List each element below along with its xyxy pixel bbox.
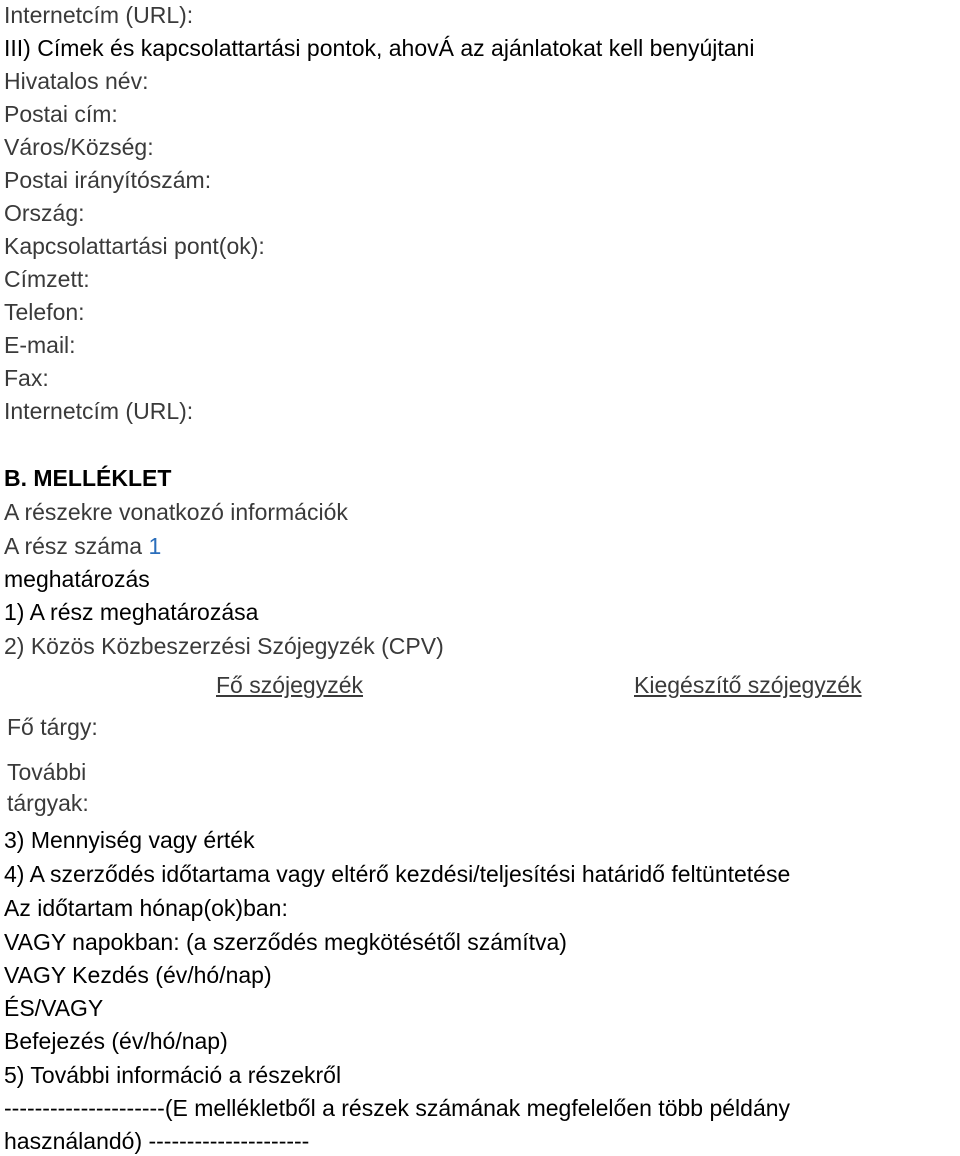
cpv-row-additional-line1: További — [7, 759, 87, 785]
field-postal-address: Postai cím: — [4, 101, 118, 127]
internet-url-label-top: Internetcím (URL): — [4, 2, 194, 28]
field-attention: Címzett: — [4, 266, 90, 292]
cpv-row-additional-line2: tárgyak: — [7, 790, 89, 816]
item-5-additional-info: 5) További információ a részekről — [4, 1062, 342, 1088]
field-contact-points: Kapcsolattartási pont(ok): — [4, 233, 265, 259]
and-or: ÉS/VAGY — [4, 995, 104, 1021]
field-official-name: Hivatalos név: — [4, 68, 149, 94]
field-town: Város/Község: — [4, 134, 154, 160]
duration-months: Az időtartam hónap(ok)ban: — [4, 895, 288, 921]
annex-b-subtitle: A részekre vonatkozó információk — [4, 499, 348, 525]
field-fax: Fax: — [4, 365, 49, 391]
item-1-definition: 1) A rész meghatározása — [4, 599, 259, 625]
field-postal-code: Postai irányítószám: — [4, 167, 212, 193]
annex-b-title: B. MELLÉKLET — [4, 465, 172, 491]
cpv-col-main-vocabulary: Fő szójegyzék — [216, 672, 364, 698]
cpv-col-supplementary-vocabulary: Kiegészítő szójegyzék — [634, 672, 862, 698]
start-date: VAGY Kezdés (év/hó/nap) — [4, 962, 272, 988]
part-number-row — [4, 533, 161, 559]
part-number-value: 1 — [148, 533, 162, 559]
field-email: E-mail: — [4, 332, 76, 358]
footer-note-line1: ---------------------(E mellékletből a részek számának megfelelően több példány — [4, 1095, 791, 1121]
field-telephone: Telefon: — [4, 299, 85, 325]
cpv-row-main-object: Fő tárgy: — [7, 714, 98, 740]
footer-note-line2: használandó) --------------------- — [4, 1128, 310, 1154]
field-country: Ország: — [4, 200, 85, 226]
item-3-quantity: 3) Mennyiség vagy érték — [4, 827, 255, 853]
definition-label: meghatározás — [4, 566, 150, 592]
part-number-label: A rész száma — [4, 533, 143, 559]
end-date: Befejezés (év/hó/nap) — [4, 1028, 228, 1054]
duration-days: VAGY napokban: (a szerződés megkötésétől számítva) — [4, 929, 567, 955]
item-4-duration: 4) A szerződés időtartama vagy eltérő kezdési/teljesítési határidő feltüntetése — [4, 861, 791, 887]
item-2-cpv: 2) Közös Közbeszerzési Szójegyzék (CPV) — [4, 633, 444, 659]
field-internet-url: Internetcím (URL): — [4, 398, 194, 424]
section-iii-heading: III) Címek és kapcsolattartási pontok, ahovÁ az ajánlatokat kell benyújtani — [4, 35, 755, 61]
